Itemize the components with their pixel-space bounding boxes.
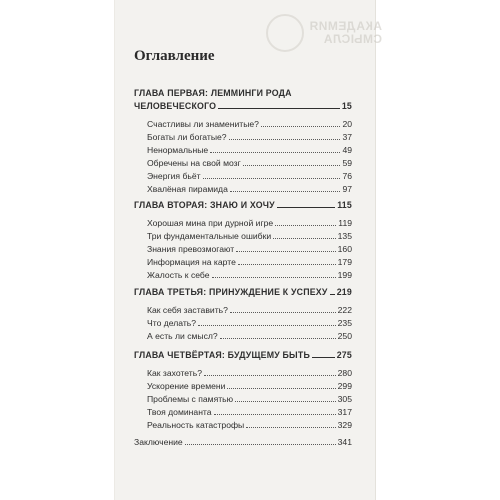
leader-dots — [238, 264, 336, 265]
toc-item[interactable] — [147, 407, 352, 417]
toc-item-page: 49 — [342, 145, 352, 155]
toc-item[interactable] — [147, 420, 352, 430]
chapter-4-title: ГЛАВА ЧЕТВЁРТАЯ: БУДУЩЕМУ БЫТЬ — [134, 350, 310, 360]
toc-item-label: Хорошая мина при дурной игре — [147, 218, 274, 228]
chapter-4-entry[interactable] — [134, 350, 352, 360]
toc-item-label: Энергия бьёт — [147, 171, 201, 181]
toc-item-label: Ускорение времени — [147, 381, 226, 391]
toc-item[interactable] — [147, 231, 352, 241]
toc-item[interactable] — [147, 244, 352, 254]
toc-item[interactable] — [147, 331, 352, 341]
toc-item[interactable] — [147, 394, 352, 404]
leader-dots — [246, 427, 335, 428]
toc-item-page: 160 — [337, 244, 352, 254]
toc-item-label: Богаты ли богатые? — [147, 132, 227, 142]
book-page — [114, 0, 382, 500]
toc-item[interactable] — [147, 257, 352, 267]
chapter-3-title: ГЛАВА ТРЕТЬЯ: ПРИНУЖДЕНИЕ К УСПЕХУ — [134, 287, 328, 297]
leader-dots — [229, 139, 341, 140]
leader-dots — [227, 388, 335, 389]
leader-dots — [275, 225, 336, 226]
toc-item-page: 329 — [337, 420, 352, 430]
leader-dots — [273, 238, 336, 239]
chapter-2-entry[interactable] — [134, 200, 352, 210]
leader-dots — [203, 178, 341, 179]
watermark-text: АКАДЕМИЯ СМЫСЛА — [309, 19, 382, 46]
chapter-1-title-line2: ЧЕЛОВЕЧЕСКОГО — [134, 101, 217, 111]
toc-item-label: Твоя доминанта — [147, 407, 212, 417]
toc-item-page: 305 — [337, 394, 352, 404]
leader-line — [277, 207, 335, 208]
toc-item[interactable] — [147, 145, 352, 155]
chapter-2-title: ГЛАВА ВТОРАЯ: ЗНАЮ И ХОЧУ — [134, 200, 275, 210]
chapter-2-page: 115 — [337, 200, 352, 210]
seal-icon — [266, 14, 304, 52]
leader-dots — [185, 444, 336, 445]
chapter-1-entry[interactable] — [134, 101, 352, 111]
watermark — [262, 20, 382, 90]
toc-item-label: Реальность катастрофы — [147, 420, 245, 430]
leader-dots — [235, 401, 336, 402]
toc-item-page: 280 — [337, 368, 352, 378]
toc-item[interactable] — [147, 132, 352, 142]
toc-item[interactable] — [147, 381, 352, 391]
toc-item[interactable] — [147, 158, 352, 168]
toc-item-label: Три фундаментальные ошибки — [147, 231, 272, 241]
chapter-3-entry[interactable] — [134, 287, 352, 297]
toc-item[interactable] — [147, 119, 352, 129]
toc-item-page: 317 — [337, 407, 352, 417]
conclusion-page: 341 — [337, 437, 352, 447]
leader-dots — [261, 126, 341, 127]
chapter-1-title-line1: ГЛАВА ПЕРВАЯ: ЛЕММИНГИ РОДА — [134, 88, 292, 98]
leader-dots — [210, 152, 340, 153]
leader-dots — [212, 277, 336, 278]
toc-item-page: 20 — [342, 119, 352, 129]
toc-item[interactable] — [147, 218, 352, 228]
toc-item-page: 179 — [337, 257, 352, 267]
toc-item-page: 76 — [342, 171, 352, 181]
toc-item-page: 119 — [338, 218, 352, 228]
chapter-4-page: 275 — [336, 350, 352, 360]
leader-dots — [236, 251, 335, 252]
toc-item-label: А есть ли смысл? — [147, 331, 218, 341]
leader-dots — [243, 165, 341, 166]
toc-item[interactable] — [147, 171, 352, 181]
toc-item-label: Хвалёная пирамида — [147, 184, 228, 194]
toc-item-label: Проблемы с памятью — [147, 394, 234, 404]
toc-item-label: Обречены на свой мозг — [147, 158, 241, 168]
chapter-1-page: 15 — [341, 101, 352, 111]
leader-dots — [230, 312, 336, 313]
toc-item-page: 37 — [342, 132, 352, 142]
leader-dots — [220, 338, 336, 339]
toc-item[interactable] — [147, 368, 352, 378]
toc-item-page: 135 — [337, 231, 352, 241]
toc-item[interactable] — [147, 270, 352, 280]
conclusion-entry[interactable] — [134, 437, 352, 447]
leader-dots — [204, 375, 336, 376]
toc-item-label: Что делать? — [147, 318, 197, 328]
toc-item-page: 97 — [342, 184, 352, 194]
toc-item-label: Знания превозмогают — [147, 244, 235, 254]
toc-item-page: 59 — [342, 158, 352, 168]
toc-item-label: Счастливы ли знаменитые? — [147, 119, 259, 129]
toc-item[interactable] — [147, 184, 352, 194]
toc-item[interactable] — [147, 318, 352, 328]
leader-line — [218, 108, 340, 109]
conclusion-label: Заключение — [134, 437, 183, 447]
toc-item-page: 222 — [337, 305, 352, 315]
toc-item-label: Как захотеть? — [147, 368, 202, 378]
toc-item-label: Как себя заставить? — [147, 305, 228, 315]
leader-dots — [214, 414, 336, 415]
toc-item-page: 199 — [337, 270, 352, 280]
leader-dots — [230, 191, 341, 192]
leader-dots — [198, 325, 336, 326]
toc-item-page: 299 — [337, 381, 352, 391]
toc-item-label: Жалость к себе — [147, 270, 210, 280]
toc-item-page: 250 — [337, 331, 352, 341]
toc-item-page: 235 — [337, 318, 352, 328]
toc-item-label: Информация на карте — [147, 257, 236, 267]
page-title: Оглавление — [134, 48, 215, 64]
toc-item-label: Ненормальные — [147, 145, 209, 155]
toc-item[interactable] — [147, 305, 352, 315]
leader-line — [330, 294, 335, 295]
leader-line — [312, 357, 335, 358]
chapter-3-page: 219 — [336, 287, 352, 297]
